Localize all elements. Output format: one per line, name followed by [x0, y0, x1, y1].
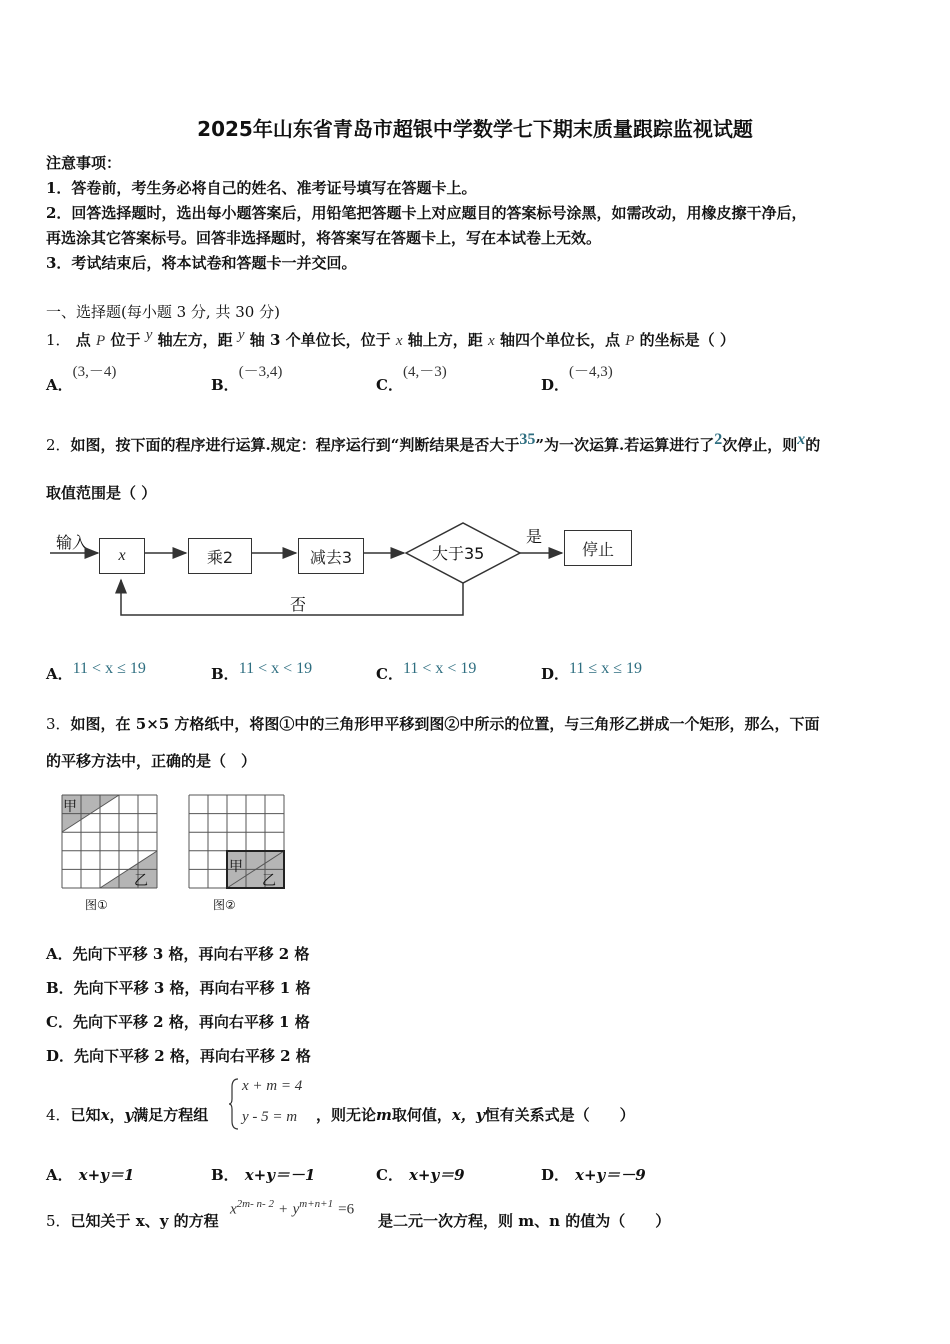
- question-3-line2: 的平移方法中，正确的是（ ）: [46, 752, 257, 770]
- q2-option-d[interactable]: D．11 ≤ x ≤ 19: [541, 660, 642, 683]
- note-item: 1．答卷前，考生务必将自己的姓名、准考证号填写在答题卡上。: [46, 179, 477, 197]
- system-eq2: y - 5 = m: [242, 1109, 298, 1125]
- q3-option-d[interactable]: D．先向下平移 2 格，再向右平移 2 格: [46, 1047, 311, 1065]
- system-brace: [228, 1077, 240, 1131]
- q2-option-a[interactable]: A．11 < x ≤ 19: [46, 660, 146, 683]
- q4-option-b[interactable]: B． x+y＝－1: [211, 1166, 316, 1184]
- question-4-tail: ，则无论m取何值，x，y恒有关系式是（ ）: [316, 1106, 635, 1124]
- question-1: 1． 点 P 位于 $^y$ 轴左方，距 $^y$ 轴 3 个单位长，位于 x 轴上方，距 x 轴四个单位长，点 P 的坐标是（ ）: [46, 327, 735, 349]
- question-5-tail: 是二元一次方程，则 m、n 的值为（ ）: [378, 1212, 671, 1230]
- q5-equation: $x^{2m- n- 2} + y^{m+n+1} =6$: [230, 1198, 355, 1218]
- note-item: 再选涂其它答案标号。回答非选择题时，将答案写在答题卡上，写在本试卷上无效。: [46, 229, 602, 247]
- note-item: 3．考试结束后，将本试卷和答题卡一并交回。: [46, 254, 357, 272]
- note-item: 2．回答选择题时，选出每小题答案后，用铅笔把答题卡上对应题目的答案标号涂黑，如需改动，用橡皮擦干净后，: [46, 204, 807, 222]
- fig2-jia-label: 甲: [229, 859, 243, 875]
- q1-option-c[interactable]: C．(4,－3): [376, 364, 447, 394]
- question-2: 2．如图，按下面的程序进行运算.规定：程序运行到“判断结果是否大于$^{35}$”为一次运算.若运算进行了$^2$次停止，则$^x$的: [46, 431, 821, 454]
- flow-no-label: 否: [290, 595, 307, 614]
- q1-option-b[interactable]: B．(－3,4): [211, 364, 283, 394]
- q4-option-c[interactable]: C． x+y＝9: [376, 1166, 465, 1184]
- fig2-caption: 图②: [213, 898, 236, 912]
- fig2-yi-label: 乙: [262, 873, 276, 889]
- notes-heading: 注意事项：: [46, 154, 122, 172]
- flow-yes-label: 是: [526, 527, 543, 546]
- question-2-line2: 取值范围是（ ）: [46, 484, 157, 502]
- flow-box-stop: 停止: [564, 530, 632, 566]
- fig1-jia-label: 甲: [63, 799, 77, 815]
- section-heading: 一、选择题(每小题 3 分, 共 30 分): [46, 303, 280, 321]
- q3-option-b[interactable]: B．先向下平移 3 格，再向右平移 1 格: [46, 979, 311, 997]
- question-4: 4．已知x，y满足方程组: [46, 1106, 209, 1124]
- q1-option-a[interactable]: A．(3,－4): [46, 364, 117, 394]
- fig1-caption: 图①: [85, 898, 108, 912]
- q3-option-a[interactable]: A．先向下平移 3 格，再向右平移 2 格: [46, 945, 310, 963]
- q2-option-c[interactable]: C．11 < x < 19: [376, 660, 477, 683]
- question-3: 3．如图，在 5×5 方格纸中，将图①中的三角形甲平移到图②中所示的位置，与三角形乙拼成一个矩形，那么，下面: [46, 715, 820, 733]
- q4-option-a[interactable]: A． x+y＝1: [46, 1166, 135, 1184]
- flow-box-subtract: 减去3: [298, 538, 364, 574]
- system-eq1: x + m = 4: [242, 1078, 303, 1094]
- flow-input-label: 输入: [56, 533, 89, 552]
- q2-option-b[interactable]: B．11 < x < 19: [211, 660, 313, 683]
- flow-decision: 大于35: [432, 544, 485, 563]
- question-5: 5．已知关于 x、y 的方程: [46, 1212, 219, 1230]
- q4-option-d[interactable]: D． x+y＝－9: [541, 1166, 646, 1184]
- page-title: 2025年山东省青岛市超银中学数学七下期末质量跟踪监视试题: [197, 117, 753, 141]
- fig1-yi-label: 乙: [134, 873, 148, 889]
- flow-box-x: x: [99, 538, 145, 574]
- flow-box-multiply: 乘2: [188, 538, 252, 574]
- q3-option-c[interactable]: C．先向下平移 2 格，再向右平移 1 格: [46, 1013, 310, 1031]
- q1-option-d[interactable]: D．(－4,3): [541, 364, 613, 394]
